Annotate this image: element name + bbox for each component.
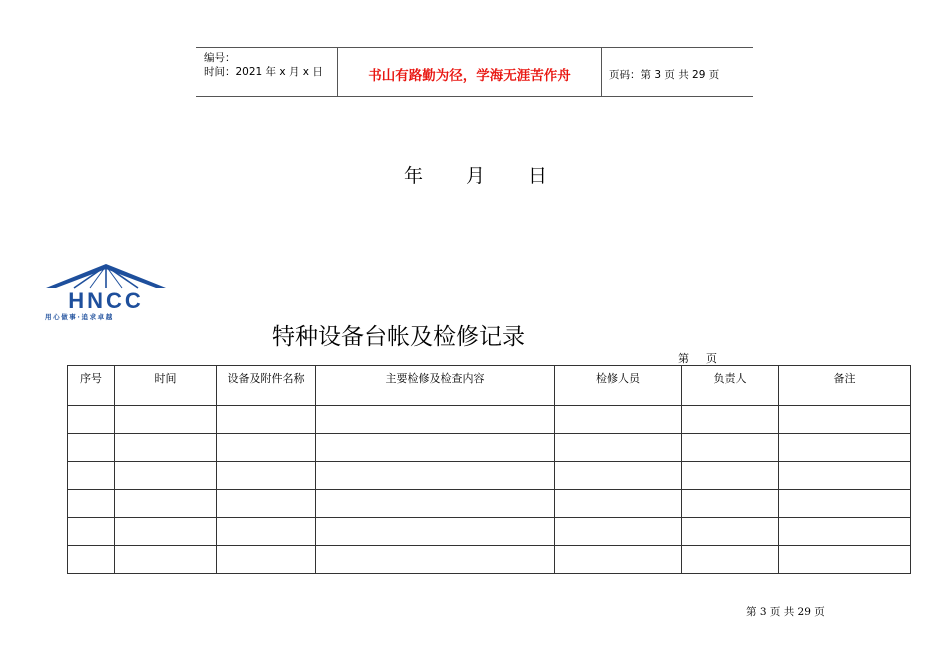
table-cell[interactable] (68, 490, 115, 518)
header-motto: 书山有路勤为径，学海无涯苦作舟 (368, 68, 571, 84)
table-cell[interactable] (555, 490, 682, 518)
header-page-info: 页码：第 3 页 共 29 页 (609, 69, 720, 81)
table-cell[interactable] (779, 518, 911, 546)
table-cell[interactable] (779, 406, 911, 434)
table-cell[interactable] (682, 462, 779, 490)
record-table (67, 365, 911, 574)
table-row (68, 546, 911, 574)
table-cell[interactable] (555, 406, 682, 434)
table-cell[interactable] (316, 434, 555, 462)
table-cell[interactable] (217, 518, 316, 546)
header-divider (601, 48, 602, 96)
table-cell[interactable] (779, 546, 911, 574)
column-header: 检修人员 (555, 366, 682, 406)
date-day: 日 (528, 165, 548, 187)
table-cell[interactable] (115, 490, 217, 518)
table-cell[interactable] (68, 518, 115, 546)
page-marker-di: 第 (678, 352, 689, 365)
table-cell[interactable] (68, 434, 115, 462)
document-title: 特种设备台帐及检修记录 (272, 324, 525, 350)
document-header (196, 47, 753, 97)
time-label: 时间：2021 年 x 月 x 日 (204, 66, 323, 78)
table-cell[interactable] (217, 406, 316, 434)
table-cell[interactable] (555, 546, 682, 574)
table-cell[interactable] (316, 490, 555, 518)
column-header: 时间 (115, 366, 217, 406)
table-cell[interactable] (68, 546, 115, 574)
table-cell[interactable] (217, 462, 316, 490)
table-header-row (68, 366, 911, 406)
table-cell[interactable] (115, 462, 217, 490)
table-cell[interactable] (217, 434, 316, 462)
table-row (68, 406, 911, 434)
table-cell[interactable] (779, 490, 911, 518)
header-meta (204, 51, 323, 79)
hncc-logo-mark (44, 262, 168, 312)
table-row (68, 490, 911, 518)
date-year: 年 (404, 165, 424, 187)
table-cell[interactable] (316, 406, 555, 434)
page-marker-ye: 页 (706, 352, 717, 365)
table-row (68, 462, 911, 490)
table-cell[interactable] (682, 490, 779, 518)
column-header: 负责人 (682, 366, 779, 406)
table-cell[interactable] (68, 462, 115, 490)
logo-letters: HNCC (68, 288, 144, 312)
column-header: 主要检修及检查内容 (316, 366, 555, 406)
column-header: 备注 (779, 366, 911, 406)
table-cell[interactable] (779, 462, 911, 490)
hncc-logo (44, 262, 168, 322)
table-cell[interactable] (682, 406, 779, 434)
table-cell[interactable] (779, 434, 911, 462)
page-footer: 第 3 页 共 29 页 (746, 606, 825, 618)
number-label: 编号： (204, 52, 236, 64)
logo-slogan: 用心做事·追求卓越 (45, 313, 114, 321)
table-cell[interactable] (217, 490, 316, 518)
table-cell[interactable] (555, 518, 682, 546)
table-cell[interactable] (115, 546, 217, 574)
table-row (68, 434, 911, 462)
table-cell[interactable] (217, 546, 316, 574)
column-header: 序号 (68, 366, 115, 406)
table-cell[interactable] (682, 518, 779, 546)
date-month: 月 (466, 165, 486, 187)
table-row (68, 518, 911, 546)
table-cell[interactable] (68, 406, 115, 434)
column-header: 设备及附件名称 (217, 366, 316, 406)
table-cell[interactable] (555, 462, 682, 490)
table-cell[interactable] (316, 462, 555, 490)
table-cell[interactable] (555, 434, 682, 462)
table-cell[interactable] (115, 434, 217, 462)
table-cell[interactable] (682, 546, 779, 574)
table-cell[interactable] (316, 518, 555, 546)
table-cell[interactable] (115, 406, 217, 434)
table-cell[interactable] (316, 546, 555, 574)
table-cell[interactable] (682, 434, 779, 462)
table-cell[interactable] (115, 518, 217, 546)
